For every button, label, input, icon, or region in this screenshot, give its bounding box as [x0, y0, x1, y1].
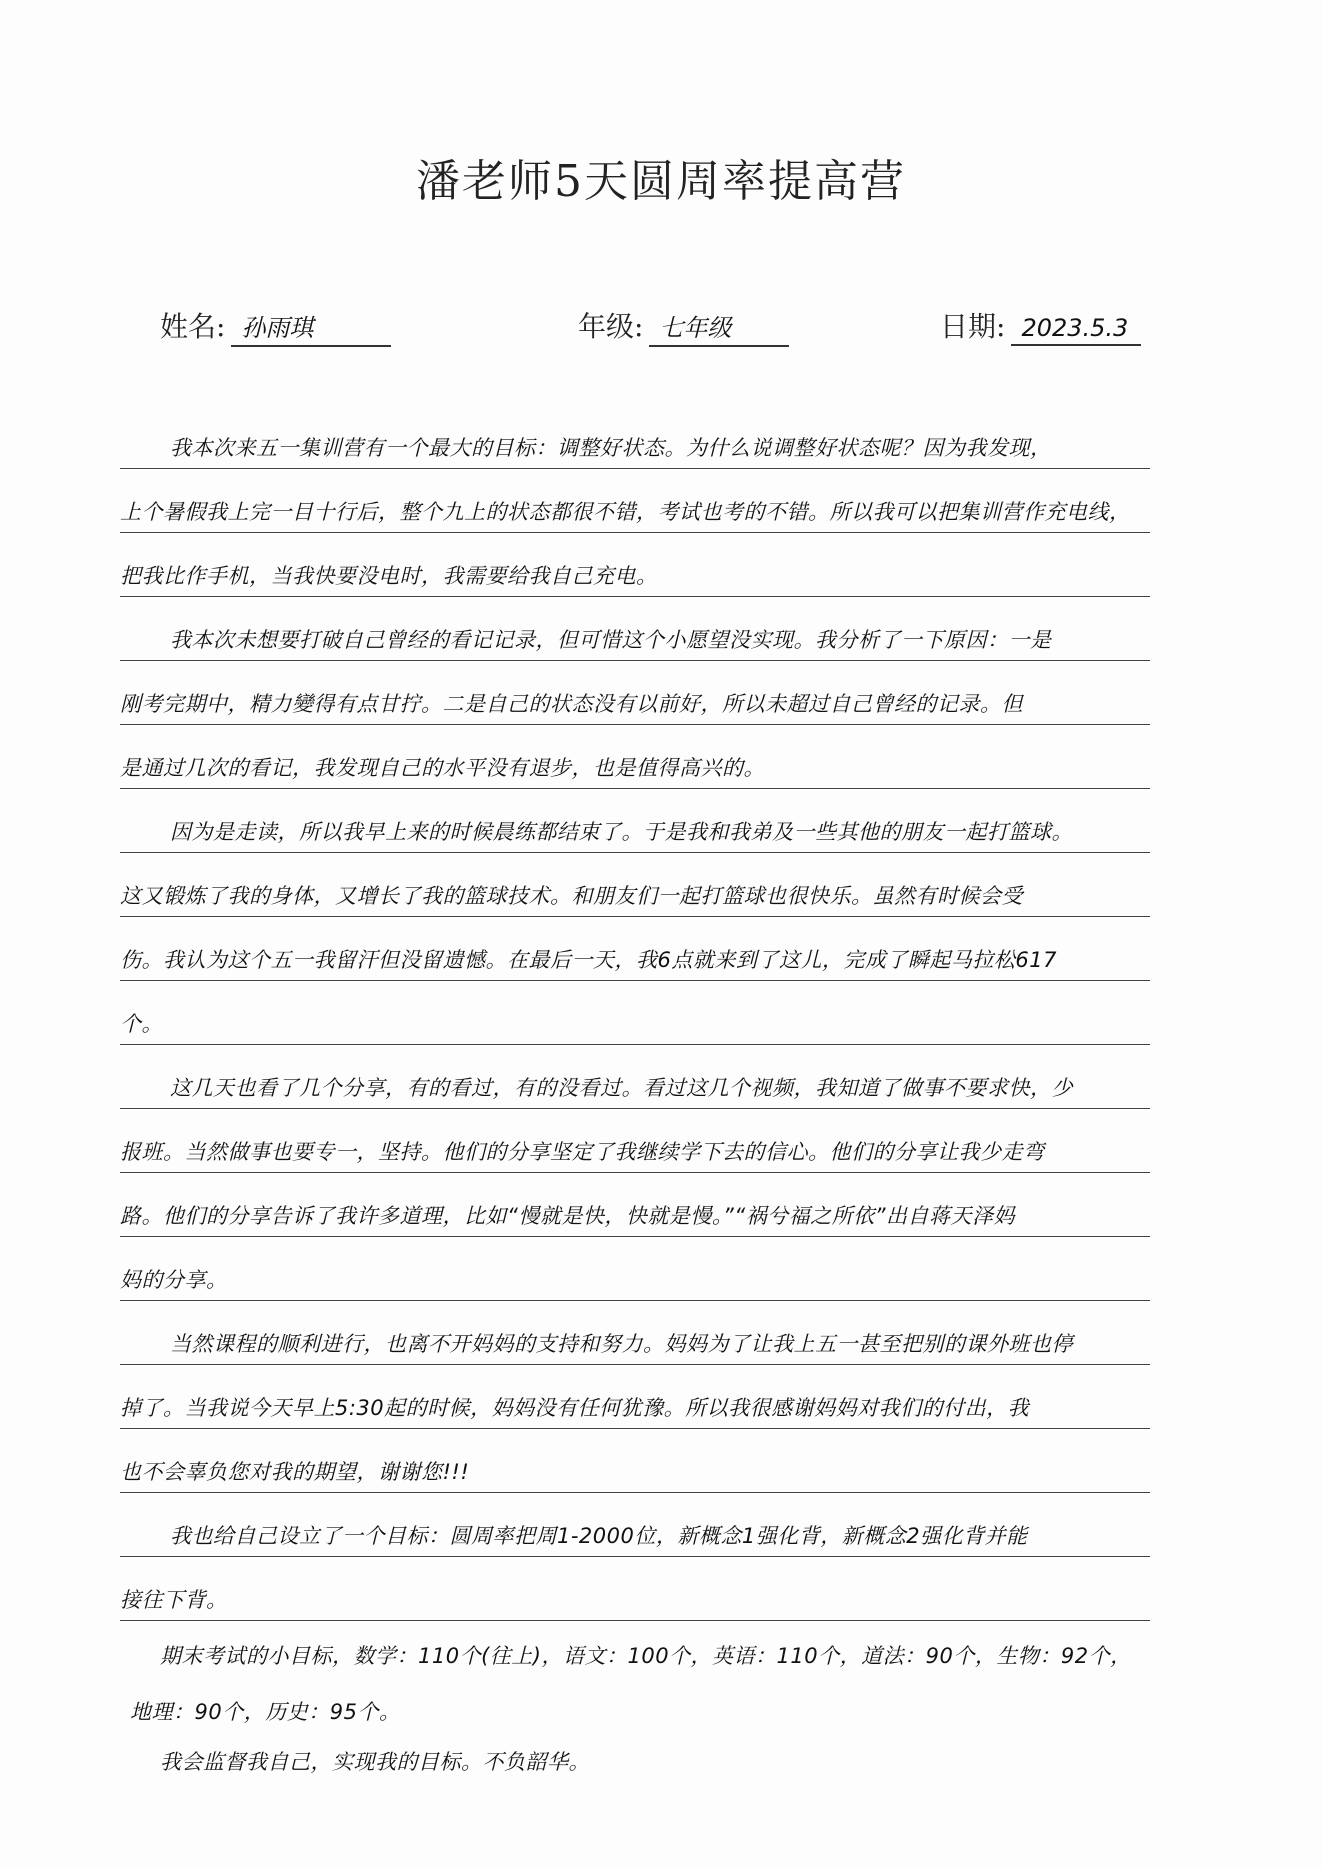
- line-text: 掉了。当我说今天早上5:30起的时候，妈妈没有任何犹豫。所以我很感谢妈妈对我们的付出，我: [120, 1396, 1030, 1420]
- name-value: 孙雨琪: [231, 308, 391, 347]
- line-text: 是通过几次的看记，我发现自己的水平没有退步，也是值得高兴的。: [120, 756, 765, 780]
- line-text: 伤。我认为这个五一我留汗但没留遗憾。在最后一天，我6点就来到了这儿，完成了瞬起马拉松617: [120, 948, 1057, 972]
- date-field: [940, 305, 1141, 346]
- line-text: 因为是走读，所以我早上来的时候晨练都结束了。于是我和我弟及一些其他的朋友一起打篮球。: [170, 820, 1073, 844]
- writing-line: [120, 469, 1150, 533]
- writing-line: [120, 405, 1150, 469]
- line-text: 个。: [120, 1012, 163, 1036]
- writing-line: [120, 853, 1150, 917]
- grade-field: [578, 305, 789, 347]
- grade-value: 七年级: [649, 308, 789, 347]
- note-text: 期末考试的小目标，数学：110个(往上)，语文：100个，英语：110个，道法：90个，生物：92个，: [160, 1644, 1132, 1668]
- writing-line: [120, 1557, 1150, 1621]
- date-value: 2023.5.3: [1011, 314, 1141, 346]
- line-text: 上个暑假我上完一目十行后，整个九上的状态都很不错，考试也考的不错。所以我可以把集训营作充电线，: [120, 500, 1131, 524]
- note-text: 地理：90个，历史：95个。: [130, 1700, 401, 1724]
- name-field: [160, 305, 391, 347]
- line-text: 当然课程的顺利进行，也离不开妈妈的支持和努力。妈妈为了让我上五一甚至把别的课外班也停: [170, 1332, 1073, 1356]
- date-label: 日期:: [940, 310, 1006, 343]
- note-text: 我会监督我自己，实现我的目标。不负韶华。: [160, 1750, 590, 1774]
- line-text: 刚考完期中，精力變得有点甘拧。二是自己的状态没有以前好，所以未超过自己曾经的记录。但: [120, 692, 1023, 716]
- line-text: 报班。当然做事也要专一，坚持。他们的分享坚定了我继续学下去的信心。他们的分享让我少走弯: [120, 1140, 1045, 1164]
- writing-line: [120, 1045, 1150, 1109]
- writing-line: [120, 1365, 1150, 1429]
- writing-line: [120, 1237, 1150, 1301]
- note-line: [130, 1640, 1160, 1670]
- page-title: 潘老师5天圆周率提高营: [416, 156, 906, 207]
- line-text: 我本次未想要打破自己曾经的看记记录，但可惜这个小愿望没实现。我分析了一下原因：一是: [170, 628, 1052, 652]
- line-text: 我本次来五一集训营有一个最大的目标：调整好状态。为什么说调整好状态呢？因为我发现，: [170, 436, 1052, 460]
- writing-line: [120, 597, 1150, 661]
- name-label: 姓名:: [160, 310, 226, 343]
- grade-label: 年级:: [578, 310, 644, 343]
- line-text: 我也给自己设立了一个目标：圆周率把周1-2000位，新概念1强化背，新概念2强化背并能: [170, 1524, 1028, 1548]
- line-text: 妈的分享。: [120, 1268, 228, 1292]
- line-text: 接往下背。: [120, 1588, 228, 1612]
- line-text: 路。他们的分享告诉了我许多道理，比如“慢就是快，快就是慢。”“祸兮福之所依”出自蒋天泽妈: [120, 1204, 1016, 1228]
- note-line: [130, 1746, 1160, 1776]
- writing-line: [120, 789, 1150, 853]
- writing-line: [120, 1173, 1150, 1237]
- line-text: 把我比作手机，当我快要没电时，我需要给我自己充电。: [120, 564, 658, 588]
- writing-line: [120, 661, 1150, 725]
- writing-lines: [120, 405, 1150, 1621]
- writing-line: [120, 1109, 1150, 1173]
- writing-line: [120, 917, 1150, 981]
- writing-line: [120, 1301, 1150, 1365]
- line-text: 这又锻炼了我的身体，又增长了我的篮球技术。和朋友们一起打篮球也很快乐。虽然有时候会受: [120, 884, 1023, 908]
- writing-line: [120, 533, 1150, 597]
- writing-line: [120, 1493, 1150, 1557]
- line-text: 也不会辜负您对我的期望，谢谢您!!!: [120, 1460, 470, 1484]
- writing-line: [120, 981, 1150, 1045]
- writing-line: [120, 725, 1150, 789]
- note-line: [130, 1696, 1160, 1726]
- writing-line: [120, 1429, 1150, 1493]
- line-text: 这几天也看了几个分享，有的看过，有的没看过。看过这几个视频，我知道了做事不要求快，少: [170, 1076, 1073, 1100]
